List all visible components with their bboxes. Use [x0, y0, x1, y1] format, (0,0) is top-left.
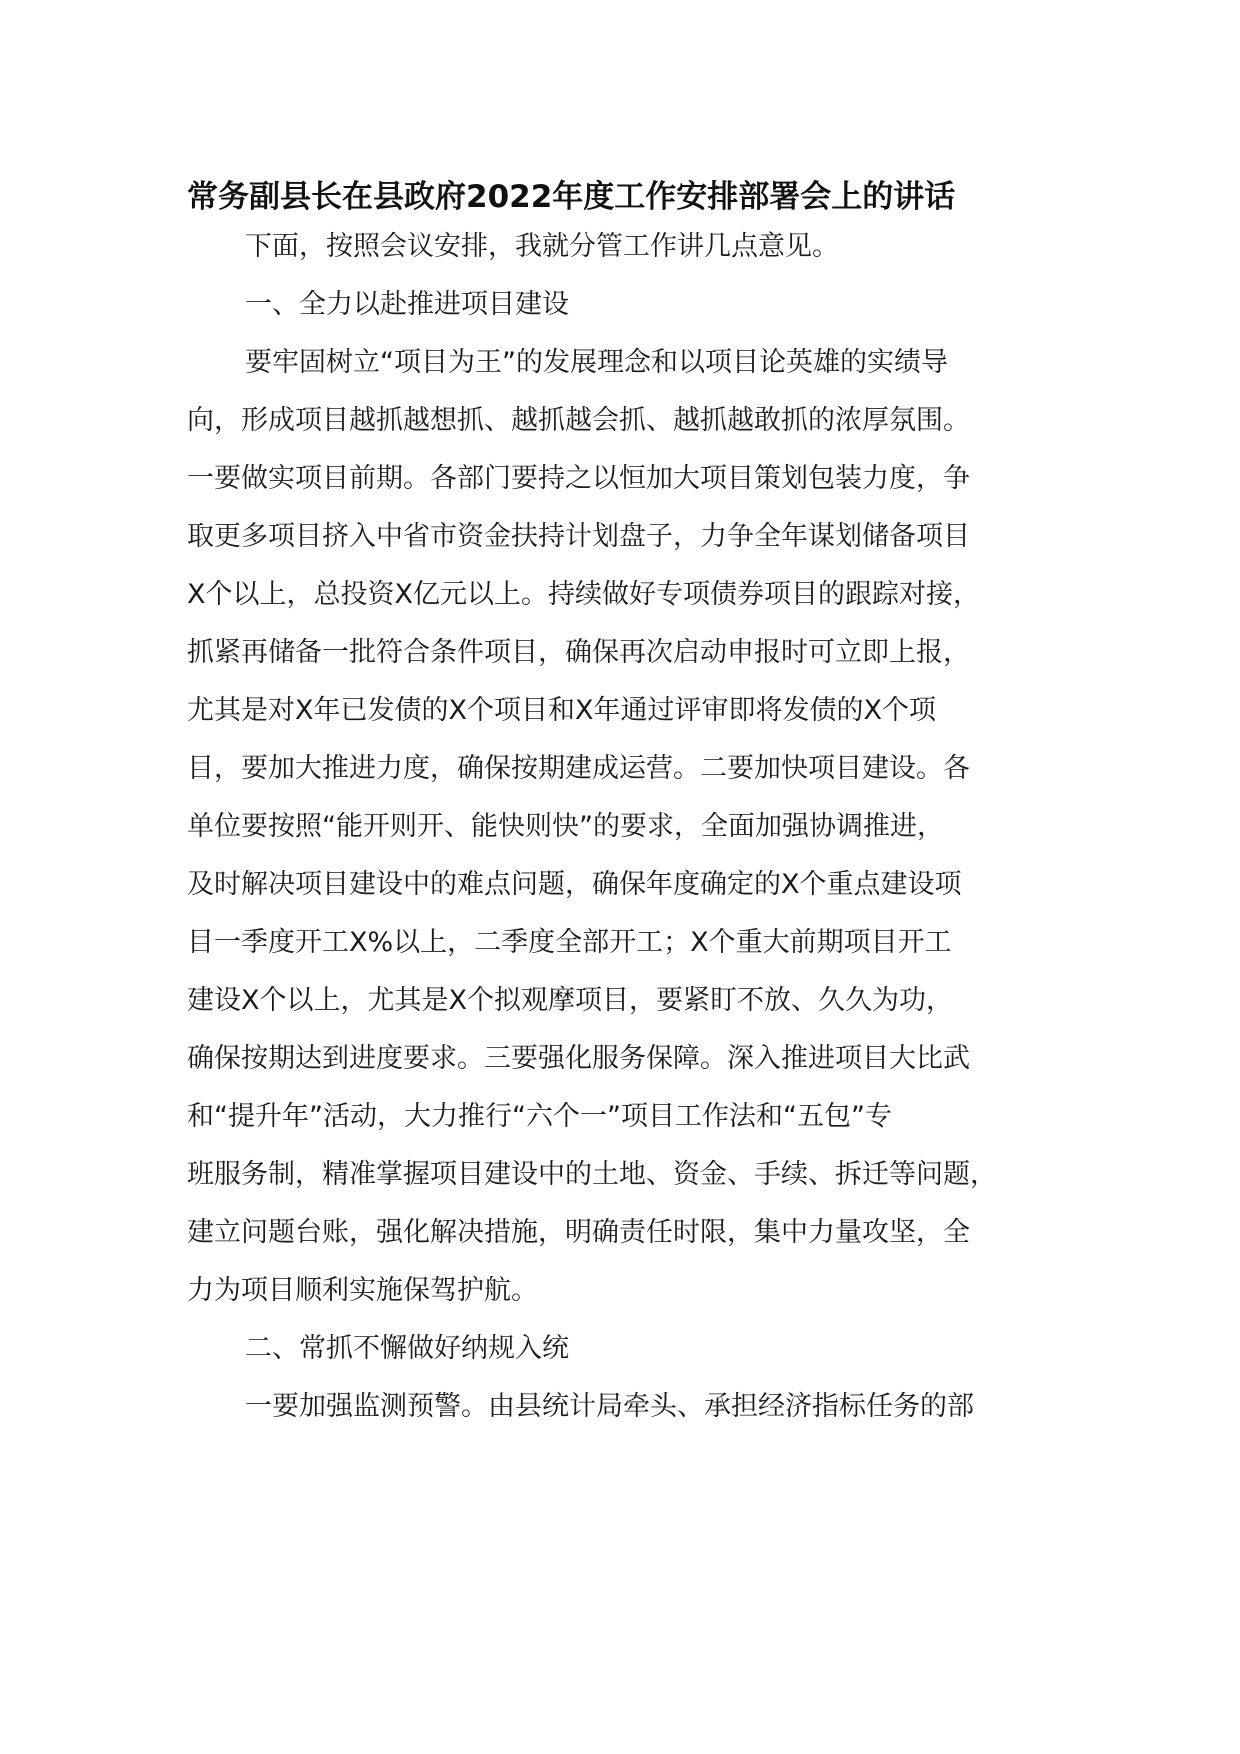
paragraph-line: 一要做实项目前期。各部门要持之以恒加大项目策划包装力度，争	[187, 463, 970, 494]
paragraph-line: 一要加强监测预警。由县统计局牵头、承担经济指标任务的部	[245, 1391, 974, 1422]
section-heading-1: 一、全力以赴推进项目建设	[245, 289, 569, 320]
paragraph-line: 目，要加大推进力度，确保按期建成运营。二要加快项目建设。各	[187, 753, 970, 784]
paragraph-line: 建设X个以上，尤其是X个拟观摩项目，要紧盯不放、久久为功，	[187, 985, 953, 1016]
paragraph-line: 建立问题台账，强化解决措施，明确责任时限，集中力量攻坚，全	[187, 1217, 970, 1248]
paragraph-line: 尤其是对X年已发债的X个项目和X年通过评审即将发债的X个项	[187, 695, 936, 726]
paragraph-line: 抓紧再储备一批符合条件项目，确保再次启动申报时可立即上报，	[187, 637, 970, 668]
section-heading-2: 二、常抓不懈做好纳规入统	[245, 1333, 569, 1364]
paragraph-line: 和“提升年”活动，大力推行“六个一”项目工作法和“五包”专	[187, 1101, 892, 1132]
paragraph-line: 要牢固树立“项目为王”的发展理念和以项目论英雄的实绩导	[245, 347, 948, 378]
paragraph-line: 单位要按照“能开则开、能快则快”的要求，全面加强协调推进，	[187, 811, 944, 842]
paragraph-line: 力为项目顺利实施保驾护航。	[187, 1275, 538, 1306]
paragraph-line: 目一季度开工X%以上，二季度全部开工；X个重大前期项目开工	[187, 927, 952, 958]
paragraph-line: X个以上，总投资X亿元以上。持续做好专项债券项目的跟踪对接，	[187, 579, 980, 610]
paragraph-line: 确保按期达到进度要求。三要强化服务保障。深入推进项目大比武	[187, 1043, 970, 1074]
paragraph-line: 向，形成项目越抓越想抓、越抓越会抓、越抓越敢抓的浓厚氛围。	[187, 405, 970, 436]
paragraph-line: 班服务制，精准掌握项目建设中的土地、资金、手续、拆迁等问题，	[187, 1159, 997, 1190]
paragraph-line: 及时解决项目建设中的难点问题，确保年度确定的X个重点建设项	[187, 869, 962, 900]
paragraph-intro: 下面，按照会议安排，我就分管工作讲几点意见。	[245, 231, 839, 262]
document-title: 常务副县长在县政府2022年度工作安排部署会上的讲话	[187, 179, 956, 215]
paragraph-line: 取更多项目挤入中省市资金扶持计划盘子，力争全年谋划储备项目	[187, 521, 970, 552]
